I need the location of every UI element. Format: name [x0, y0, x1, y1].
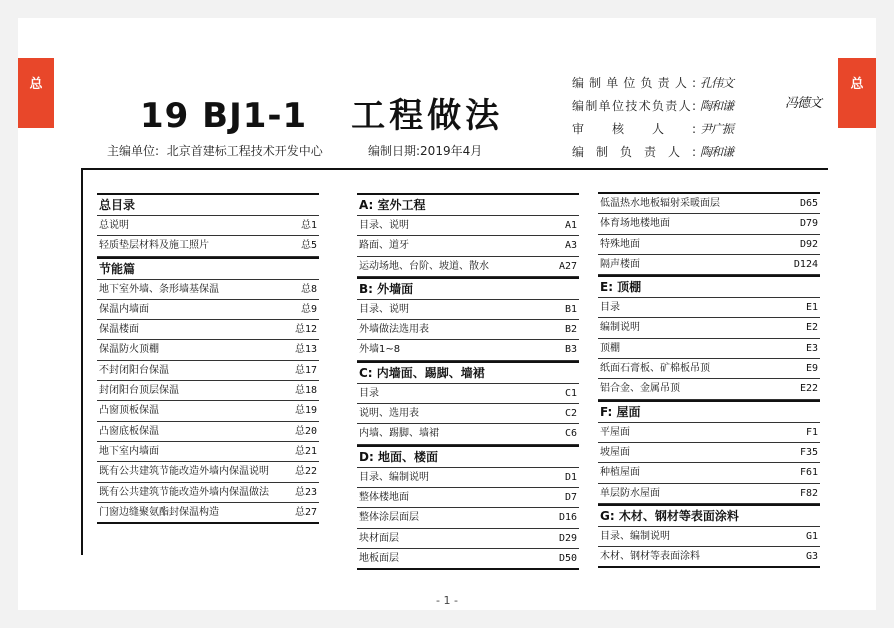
toc-entry-page: D7 [564, 491, 577, 503]
toc-entry[interactable] [598, 214, 820, 234]
editor-org [107, 142, 323, 159]
toc-entry-page: 总27 [294, 506, 317, 518]
title-name: 工程做法 [351, 96, 504, 136]
toc-entry[interactable] [598, 255, 820, 275]
toc-entry-name: 目录、说明 [359, 303, 409, 315]
toc-entry[interactable] [97, 381, 319, 401]
toc-entry-name: 目录、编制说明 [359, 471, 429, 483]
toc-entry-page: E2 [805, 322, 818, 334]
toc-entry-page: B3 [564, 344, 577, 356]
toc-entry[interactable] [598, 463, 820, 483]
toc-entry-name: 外墙做法选用表 [359, 324, 429, 336]
toc-entry-name: 总说明 [99, 220, 129, 231]
toc-entry-name: 目录、说明 [359, 220, 409, 231]
toc-entry-name: 保温防火顶棚 [99, 344, 159, 356]
toc-entry-page: D79 [799, 218, 818, 230]
toc-entry-name: 轻质垫层材料及施工照片 [99, 240, 209, 252]
toc-entry[interactable] [97, 300, 319, 320]
toc-entry-page: F61 [799, 467, 818, 479]
toc-entry-name: 坡屋面 [600, 446, 630, 458]
toc-entry-name: 顶棚 [600, 342, 620, 354]
toc-entry-name: 编制说明 [600, 322, 640, 334]
toc-entry-name: 目录 [600, 302, 620, 314]
toc-entry[interactable] [357, 549, 579, 570]
toc-entry[interactable] [97, 503, 319, 524]
toc-section-title: F: 屋面 [598, 400, 820, 422]
toc-entry-page: E1 [805, 302, 818, 314]
toc-entry-page: E3 [805, 342, 818, 354]
person-label: 审核人: [572, 122, 696, 136]
page-number: - 1 - [436, 594, 458, 607]
toc-entry[interactable] [97, 320, 319, 340]
toc-entry-page: D50 [558, 552, 577, 564]
toc-entry-page: 总22 [294, 466, 317, 478]
toc-entry-name: 目录 [359, 387, 379, 399]
person-label: 编制单位技术负责人: [572, 99, 696, 113]
toc-entry-name: 低温热水地板辐射采暖面层 [600, 198, 720, 209]
edit-date-value: 2019年4月 [420, 144, 483, 158]
toc-entry[interactable] [598, 339, 820, 359]
toc-entry[interactable] [97, 340, 319, 360]
edit-date [368, 142, 482, 159]
tab-left[interactable]: 总 [18, 58, 54, 128]
toc-entry-page: 总8 [300, 283, 317, 295]
toc-section-title: E: 顶棚 [598, 275, 820, 297]
toc-entry-name: 平屋面 [600, 426, 630, 438]
toc-entry[interactable] [357, 467, 579, 488]
toc-section-title: 总目录 [97, 193, 319, 215]
toc-entry-name: 外墙1~8 [359, 344, 401, 356]
toc-section-title: 节能篇 [97, 257, 319, 279]
toc-entry-name: 保温内墙面 [99, 303, 149, 315]
tab-right[interactable]: 总 [838, 58, 876, 128]
person-signature: 孔伟文 [700, 76, 734, 90]
toc-entry-page: D29 [558, 532, 577, 544]
toc-entry-page: A3 [564, 240, 577, 252]
toc-entry-name: 门窗边缝聚氨酯封保温构造 [99, 506, 219, 518]
person-row [572, 141, 733, 164]
toc-entry-name: 路面、道牙 [359, 240, 409, 252]
toc-section-title: B: 外墙面 [357, 277, 579, 299]
toc-entry-page: D124 [793, 258, 818, 270]
toc-entry-page: B1 [564, 303, 577, 315]
toc-entry[interactable] [598, 443, 820, 463]
toc-entry[interactable] [357, 508, 579, 528]
toc-entry-page: E9 [805, 363, 818, 375]
person-row [572, 72, 733, 95]
toc-column-1 [97, 193, 319, 524]
toc-entry[interactable] [357, 488, 579, 508]
toc-entry-name: 特殊地面 [600, 238, 640, 250]
toc-entry[interactable] [598, 318, 820, 338]
toc-entry-name: 凸窗底板保温 [99, 425, 159, 437]
toc-entry-name: 铝合金、金属吊顶 [600, 383, 680, 395]
toc-entry[interactable] [357, 404, 579, 424]
frame-top-line [81, 168, 828, 170]
toc-entry[interactable] [357, 424, 579, 444]
edit-date-label: 编制日期: [368, 144, 421, 158]
toc-entry-name: 地下室外墙、条形墙基保温 [99, 283, 219, 295]
toc-section-title: D: 地面、楼面 [357, 445, 579, 467]
toc-entry[interactable] [598, 422, 820, 443]
toc-entry[interactable] [357, 320, 579, 340]
toc-entry[interactable] [598, 484, 820, 504]
toc-entry-page: 总18 [294, 385, 317, 397]
toc-entry[interactable] [97, 215, 319, 236]
toc-column-2 [357, 193, 579, 570]
toc-entry-page: 总19 [294, 405, 317, 417]
toc-entry-name: 目录、编制说明 [600, 530, 670, 542]
toc-entry-page: D1 [564, 471, 577, 483]
person-signature: 尹广振 [700, 122, 734, 136]
person-signature: 陶和谦 [700, 99, 734, 113]
toc-entry-page: 总23 [294, 486, 317, 498]
toc-entry[interactable] [97, 422, 319, 442]
toc-entry-name: 既有公共建筑节能改造外墙内保温说明 [99, 466, 269, 478]
toc-entry[interactable] [598, 547, 820, 568]
toc-entry-name: 保温楼面 [99, 324, 139, 336]
toc-entry-page: 总13 [294, 344, 317, 356]
toc-entry-name: 块材面层 [359, 532, 399, 544]
toc-entry[interactable] [598, 194, 820, 214]
toc-entry[interactable] [357, 340, 579, 360]
toc-entry-page: D16 [558, 512, 577, 524]
responsible-people [572, 72, 733, 164]
toc-entry-name: 不封闭阳台保温 [99, 364, 169, 376]
toc-entry-page: A27 [558, 260, 577, 272]
toc-entry[interactable] [97, 442, 319, 462]
editor-org-value: 北京首建标工程技术开发中心 [166, 144, 323, 158]
toc-entry-page: C1 [564, 387, 577, 399]
toc-entry-name: 单层防水屋面 [600, 487, 660, 499]
toc-entry[interactable] [97, 236, 319, 256]
toc-entry-page: 总1 [300, 220, 317, 231]
toc-entry-page: 总12 [294, 324, 317, 336]
person-signature: 陶和谦 [700, 145, 734, 159]
toc-entry[interactable] [598, 235, 820, 255]
toc-section-title: C: 内墙面、踢脚、墙裙 [357, 361, 579, 383]
toc-entry-name: 地下室内墙面 [99, 445, 159, 457]
toc-entry[interactable] [357, 215, 579, 236]
toc-entry-name: 封闭阳台顶层保温 [99, 385, 179, 397]
toc-entry-page: D92 [799, 238, 818, 250]
toc-entry[interactable] [97, 483, 319, 503]
toc-entry-name: 整体涂层面层 [359, 512, 419, 524]
toc-entry-page: E22 [799, 383, 818, 395]
toc-entry-name: 体育场地楼地面 [600, 218, 670, 230]
toc-entry-page: 总17 [294, 364, 317, 376]
extra-signature: 冯德文 [785, 96, 822, 111]
frame-left-line [81, 168, 83, 555]
toc-entry-page: D65 [799, 198, 818, 209]
toc-entry-name: 内墙、踢脚、墙裙 [359, 428, 439, 440]
toc-entry[interactable] [357, 299, 579, 320]
toc-entry-page: F82 [799, 487, 818, 499]
toc-entry[interactable] [97, 361, 319, 381]
toc-entry-name: 既有公共建筑节能改造外墙内保温做法 [99, 486, 269, 498]
toc-entry-name: 种植屋面 [600, 467, 640, 479]
toc-entry[interactable] [97, 401, 319, 421]
toc-entry-page: G3 [805, 551, 818, 563]
toc-entry-name: 木材、钢材等表面涂料 [600, 551, 700, 563]
toc-column-3 [598, 192, 820, 568]
person-row [572, 95, 733, 118]
toc-entry-page: F35 [799, 446, 818, 458]
toc-entry-name: 地板面层 [359, 552, 399, 564]
toc-entry-page: C2 [564, 408, 577, 420]
toc-entry[interactable] [97, 462, 319, 482]
toc-entry-name: 说明、选用表 [359, 408, 419, 420]
toc-entry-page: 总21 [294, 445, 317, 457]
toc-entry[interactable] [357, 529, 579, 549]
toc-entry-name: 运动场地、台阶、坡道、散水 [359, 260, 489, 272]
toc-entry-name: 纸面石膏板、矿棉板吊顶 [600, 363, 710, 375]
editor-org-label: 主编单位: [107, 144, 160, 158]
toc-entry-page: C6 [564, 428, 577, 440]
toc-entry-page: G1 [805, 530, 818, 542]
person-label: 编制负责人: [572, 145, 696, 159]
toc-entry[interactable] [598, 359, 820, 379]
person-label: 编制单位负责人: [572, 76, 696, 90]
toc-entry-page: B2 [564, 324, 577, 336]
toc-section-title: G: 木材、钢材等表面涂料 [598, 504, 820, 526]
toc-entry-name: 凸窗顶板保温 [99, 405, 159, 417]
toc-entry[interactable] [598, 526, 820, 547]
toc-entry[interactable] [357, 236, 579, 256]
toc-entry[interactable] [598, 297, 820, 318]
toc-entry[interactable] [598, 379, 820, 399]
person-row [572, 118, 733, 141]
page-title [140, 88, 503, 137]
toc-entry-page: A1 [564, 220, 577, 231]
toc-entry[interactable] [357, 383, 579, 404]
toc-entry-page: F1 [805, 426, 818, 438]
toc-entry[interactable] [357, 257, 579, 277]
title-code: 19 BJ1-1 [140, 96, 308, 136]
toc-entry[interactable] [97, 279, 319, 300]
toc-entry-name: 隔声楼面 [600, 258, 640, 270]
toc-entry-page: 总20 [294, 425, 317, 437]
toc-entry-page: 总9 [300, 303, 317, 315]
toc-entry-page: 总5 [300, 240, 317, 252]
toc-entry-name: 整体楼地面 [359, 491, 409, 503]
toc-section-title: A: 室外工程 [357, 193, 579, 215]
